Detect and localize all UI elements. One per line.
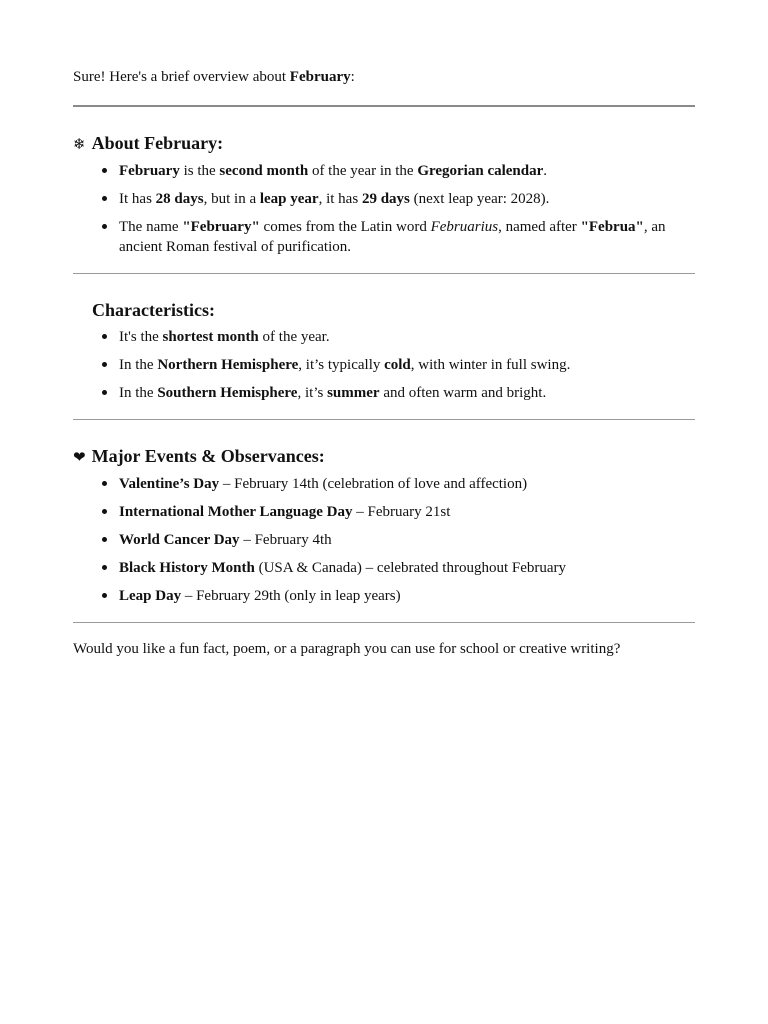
text-segment: of the year. (258, 329, 330, 345)
list-item (119, 558, 695, 578)
text-segment: leap year (259, 191, 319, 207)
text-segment: "February" (182, 219, 260, 235)
text-segment: "Februa" (580, 219, 644, 235)
text-segment: Valentine’s Day (119, 476, 220, 492)
section-title-about (73, 132, 695, 155)
text-segment: . (543, 163, 548, 179)
list-item (119, 189, 695, 209)
text-segment: of the year in the (308, 163, 418, 179)
text-segment: Black History Month (119, 560, 255, 576)
text-segment: , but in a (203, 191, 260, 207)
list-item (119, 327, 695, 347)
events-title: Major Events & Observances: (91, 446, 325, 466)
text-segment: summer (327, 385, 380, 401)
text-segment: , it’s (297, 385, 328, 401)
characteristics-title: Characteristics: (92, 300, 215, 320)
text-segment: cold (384, 357, 411, 373)
text-segment: The name (119, 219, 183, 235)
intro-bold: February (289, 69, 351, 85)
text-segment: – February 29th (only in leap years) (181, 588, 401, 604)
text-segment: shortest month (162, 329, 259, 345)
text-segment: , an ancient Roman festival of purification. (119, 219, 666, 255)
text-segment: (USA & Canada) – celebrated throughout February (254, 560, 567, 576)
section-title-events (73, 445, 695, 468)
list-item (119, 586, 695, 606)
text-segment: Gregorian calendar (417, 163, 544, 179)
text-segment: Februarius (430, 219, 499, 235)
text-segment: International Mother Language Day (119, 504, 353, 520)
text-segment: Northern Hemisphere (157, 357, 299, 373)
text-segment: , named after (498, 219, 581, 235)
list-item (119, 530, 695, 550)
text-segment: World Cancer Day (119, 532, 240, 548)
text-segment: It's the (119, 329, 163, 345)
list-item (119, 161, 695, 181)
list-item (119, 502, 695, 522)
text-segment: – February 14th (celebration of love and affection) (219, 476, 528, 492)
divider (73, 273, 695, 274)
list-item (119, 474, 695, 494)
text-segment: 29 days (361, 191, 410, 207)
characteristics-list (73, 327, 695, 403)
divider (73, 105, 695, 107)
text-segment: is the (179, 163, 220, 179)
intro-end: : (350, 69, 355, 85)
text-segment: 28 days (155, 191, 204, 207)
section-title-characteristics (92, 299, 695, 321)
text-segment: It has (119, 191, 156, 207)
closing-paragraph: Would you like a fun fact, poem, or a paragraph you can use for school or creative writing? (73, 641, 621, 657)
divider (73, 419, 695, 420)
list-item (119, 383, 695, 403)
text-segment: and often warm and bright. (379, 385, 547, 401)
text-segment: – February 21st (352, 504, 451, 520)
list-item (119, 355, 695, 375)
text-segment: , it has (318, 191, 362, 207)
text-segment: In the (119, 385, 158, 401)
about-title: About February: (91, 133, 224, 153)
text-segment: Southern Hemisphere (157, 385, 298, 401)
about-list (73, 161, 695, 257)
text-segment: , with winter in full swing. (410, 357, 571, 373)
text-segment: comes from the Latin word (259, 219, 431, 235)
snowflake-icon: ❄ (73, 135, 86, 153)
text-segment: In the (119, 357, 158, 373)
events-list (73, 474, 695, 606)
text-segment: February (119, 163, 180, 179)
divider (73, 622, 695, 623)
list-item (119, 217, 695, 257)
text-segment: , it’s typically (298, 357, 385, 373)
document-content (73, 67, 695, 659)
text-segment: Leap Day (119, 588, 182, 604)
intro-text: Sure! Here's a brief overview about (73, 69, 290, 85)
intro-paragraph (73, 67, 695, 87)
text-segment: second month (219, 163, 309, 179)
text-segment: – February 4th (239, 532, 332, 548)
text-segment: (next leap year: 2028). (409, 191, 550, 207)
heart-icon: ❤ (73, 448, 86, 466)
